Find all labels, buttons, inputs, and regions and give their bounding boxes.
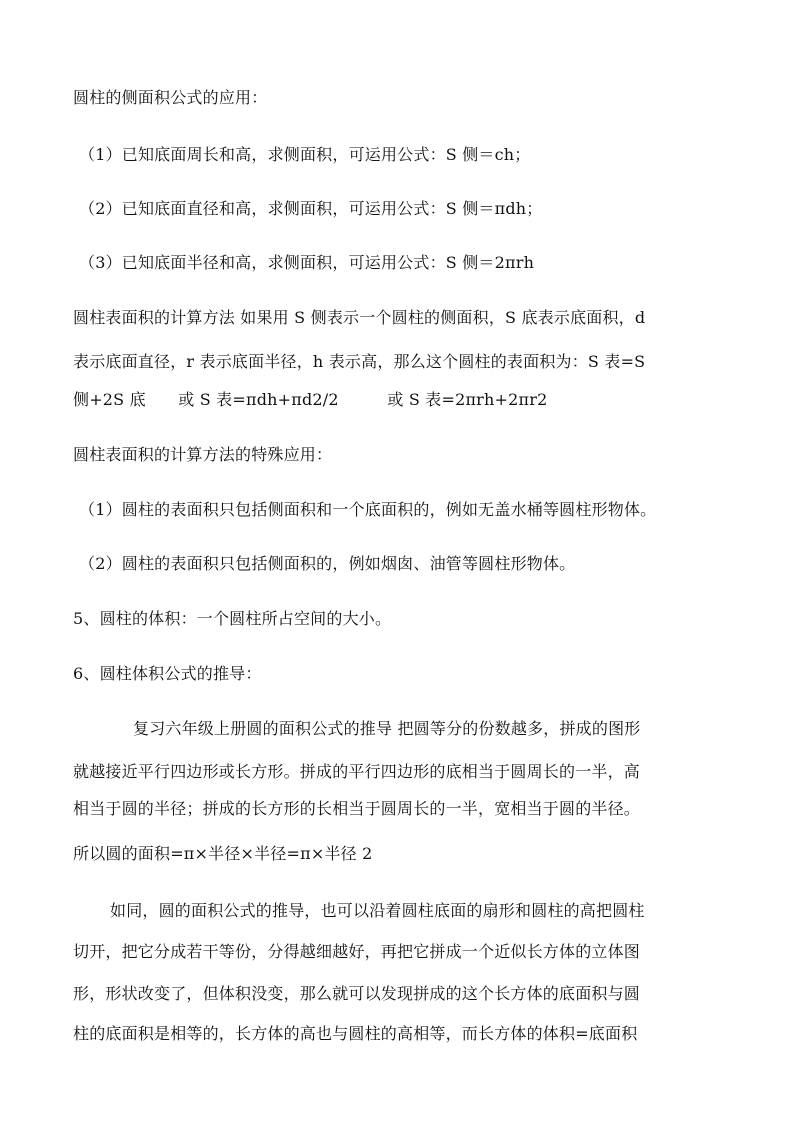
section-5-volume: 5、圆柱的体积：一个圆柱所占空间的大小。 [73,609,392,628]
paragraph-surface-area-line-2: 表示底面直径，r 表示底面半径，h 表示高，那么这个圆柱的表面积为：S 表=S [73,352,646,371]
review-paragraph-line-4: 所以圆的面积=π×半径×半径=π×半径 2 [73,844,373,863]
review-paragraph-line-1: 复习六年级上册圆的面积公式的推导 把圆等分的份数越多，拼成的图形 [133,719,641,738]
heading-special-application: 圆柱表面积的计算方法的特殊应用： [73,445,333,464]
list-item-2: （2）已知底面直径和高，求侧面积，可运用公式：S 侧＝πdh； [79,199,543,218]
section-6-derivation: 6、圆柱体积公式的推导： [73,664,262,683]
analogy-paragraph-line-2: 切开，把它分成若干等份，分得越细越好，再把它拼成一个近似长方体的立体图 [73,942,641,961]
analogy-paragraph-line-1: 如同，圆的面积公式的推导，也可以沿着圆柱底面的扇形和圆柱的高把圆柱 [110,901,645,920]
special-item-2: （2）圆柱的表面积只包括侧面积的，例如烟囱、油管等圆柱形物体。 [79,554,576,573]
review-paragraph-line-3: 相当于圆的半径；拼成的长方形的长相当于圆周长的一半，宽相当于圆的半径。 [73,799,641,818]
list-item-3: （3）已知底面半径和高，求侧面积，可运用公式：S 侧＝2πrh [79,253,535,272]
list-item-1: （1）已知底面周长和高，求侧面积，可运用公式：S 侧＝ch； [79,145,531,164]
paragraph-surface-area-line-3: 侧+2S 底 或 S 表=πdh+πd2/2 或 S 表=2πrh+2πr2 [73,390,548,409]
analogy-paragraph-line-4: 柱的底面积是相等的，长方体的高也与圆柱的高相等，而长方体的体积=底面积 [73,1024,638,1043]
analogy-paragraph-line-3: 形，形状改变了，但体积没变，那么就可以发现拼成的这个长方体的底面积与圆 [73,984,641,1003]
review-paragraph-line-2: 就越接近平行四边形或长方形。拼成的平行四边形的底相当于圆周长的一半，高 [73,762,641,781]
paragraph-surface-area-line-1: 圆柱表面积的计算方法 如果用 S 侧表示一个圆柱的侧面积，S 底表示底面积，d [73,308,646,327]
heading-lateral-area-application: 圆柱的侧面积公式的应用： [73,88,268,107]
special-item-1: （1）圆柱的表面积只包括侧面积和一个底面积的，例如无盖水桶等圆柱形物体。 [79,500,657,519]
